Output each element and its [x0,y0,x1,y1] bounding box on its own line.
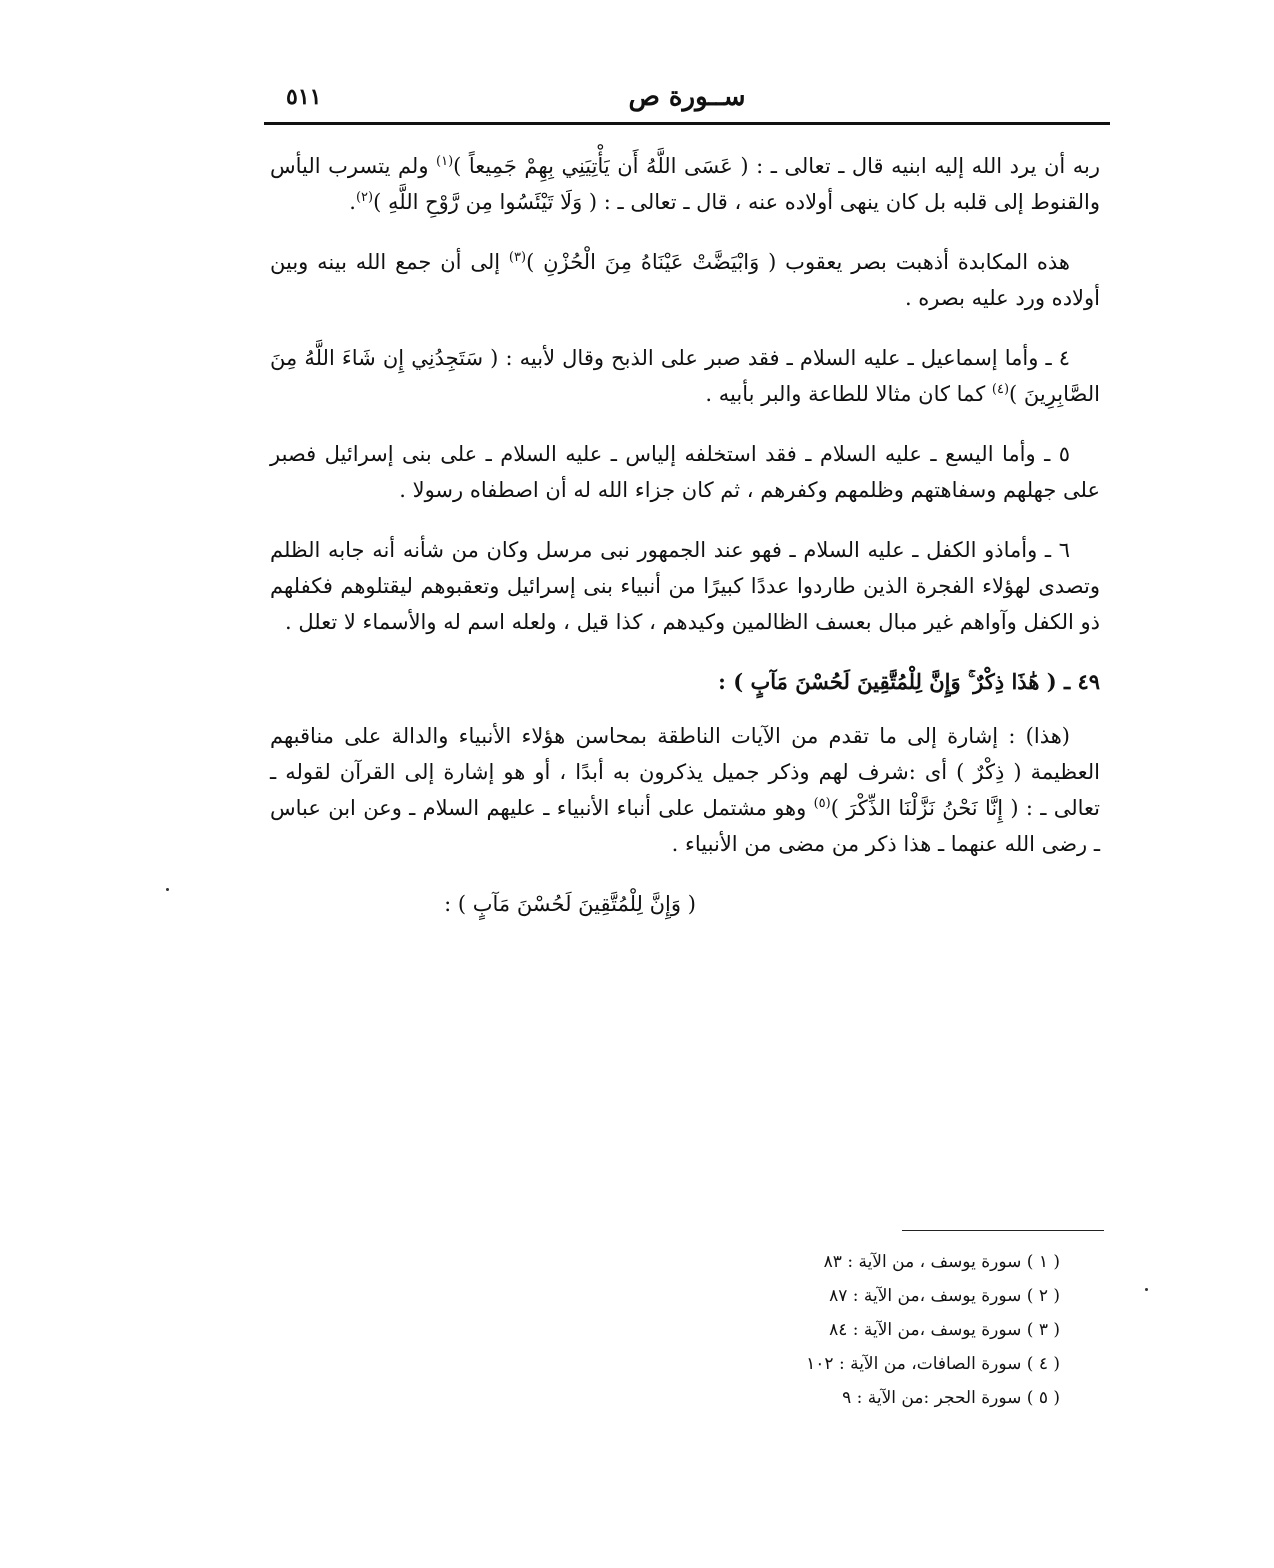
page-header [264,78,1110,122]
footnote-ref-2: (٢) [355,190,374,205]
paragraph-text: (هذا) : إشارة إلى ما تقدم من الآيات الناطقة بمحاسن هؤلاء الأنبياء والدالة على مناقبهم العظيمة ( ذِكْرٌ ) أى :شرف لهم وذكر جميل يذكرون به أبدًا ، أو هو إشارة إلى القرآن لقوله ـ تعالى ـ : ( إِنَّا نَحْنُ نَزَّلْنَا الذِّكْرَ ) [270,724,1100,820]
paragraph-text: ولم يتسرب اليأس والقنوط إلى قلبه بل كان ينهى أولاده عنه ، قال ـ تعالى ـ : ( وَلَا تَيْئَسُوا مِن رَّوْحِ اللَّهِ ) [270,154,1100,214]
paragraph-dhul-kifl: ٦ ـ وأماذو الكفل ـ عليه السلام ـ فهو عند الجمهور نبى مرسل وكان من شأنه أنه جابه الظلم وتصدى لهؤلاء الفجرة الذين طاردوا عددًا كبيرًا من أنبياء بنى إسرائيل وتعقبوهم ليقتلوهم فكفلهم ذو الكفل وآواهم غير مبال بعسف الظالمين وكيدهم ، كذا قيل ، ولعله اسم له والأسماء لا تعلل . [270,538,1100,634]
paragraph-text: وهو مشتمل على أنباء الأنبياء ـ عليهم السلام ـ وعن ابن عباس ـ رضى الله عنهما ـ هذا ذكر من مضى من الأنبياء . [270,796,1100,856]
paragraph-text: كما كان مثالا للطاعة والبر بأبيه . [705,382,992,406]
verse-subheading: ( وَإِنَّ لِلْمُتَّقِينَ لَحُسْنَ مَآبٍ ) : [444,892,696,916]
paragraph-tafsir-hadha [270,718,1100,862]
footnote-ref-3: (٣) [508,250,527,265]
footnote-ref-1: (١) [436,154,454,169]
footnote-item: ( ٢ ) سورة يوسف ،من الآية : ٨٧ [829,1286,1060,1306]
header-divider [264,122,1110,125]
paragraph-ismail [270,340,1100,412]
footnote-ref-5: (٥) [813,796,831,811]
paragraph-text: ٤ ـ وأما إسماعيل ـ عليه السلام ـ فقد صبر على الذبح وقال لأبيه : ( سَتَجِدُنِي إِن شَاءَ اللَّهُ مِنَ الصَّابِرِينَ ) [270,346,1100,406]
footnote-item: ( ٥ ) سورة الحجر :من الآية : ٩ [842,1388,1060,1408]
paragraph-text: إلى أن جمع الله بينه وبين أولاده ورد عليه بصره . [270,250,1100,310]
verse-heading-49: ٤٩ ـ ( هَٰذَا ذِكْرٌ ۚ وَإِنَّ لِلْمُتَّقِينَ لَحُسْنَ مَآبٍ ) : [718,669,1100,694]
scan-speck [166,888,169,891]
paragraph-text: ربه أن يرد الله إليه ابنيه قال ـ تعالى ـ : ( عَسَى اللَّهُ أَن يَأْتِيَنِي بِهِمْ جَمِيعاً ) [453,154,1100,178]
footnote-divider [902,1230,1104,1231]
scan-speck [1145,1288,1148,1291]
paragraph-text: هذه المكابدة أذهبت بصر يعقوب ( وَابْيَضَّتْ عَيْنَاهُ مِنَ الْحُزْنِ ) [526,250,1070,274]
paragraph-yaqub-sight [270,244,1100,316]
paragraph-yaqub-hope [270,148,1100,220]
surah-title: ســورة ص [628,82,746,112]
footnote-item: ( ٣ ) سورة يوسف ،من الآية : ٨٤ [829,1320,1060,1340]
footnote-item: ( ٤ ) سورة الصافات، من الآية : ١٠٢ [806,1354,1060,1374]
footnote-ref-4: (٤) [991,382,1010,397]
page-body [270,148,1100,946]
paragraph-text: . [349,190,356,214]
footnote-item: ( ١ ) سورة يوسف ، من الآية : ٨٣ [823,1252,1060,1272]
footnotes-list [700,1245,1060,1415]
paragraph-alyasa: ٥ ـ وأما اليسع ـ عليه السلام ـ فقد استخلفه إلياس ـ عليه السلام ـ على بنى إسرائيل فصبر على جهلهم وسفاهتهم وظلمهم وكفرهم ، ثم كان جزاء الله له أن اصطفاه رسولا . [270,442,1100,502]
page-number: ٥١١ [286,84,322,110]
